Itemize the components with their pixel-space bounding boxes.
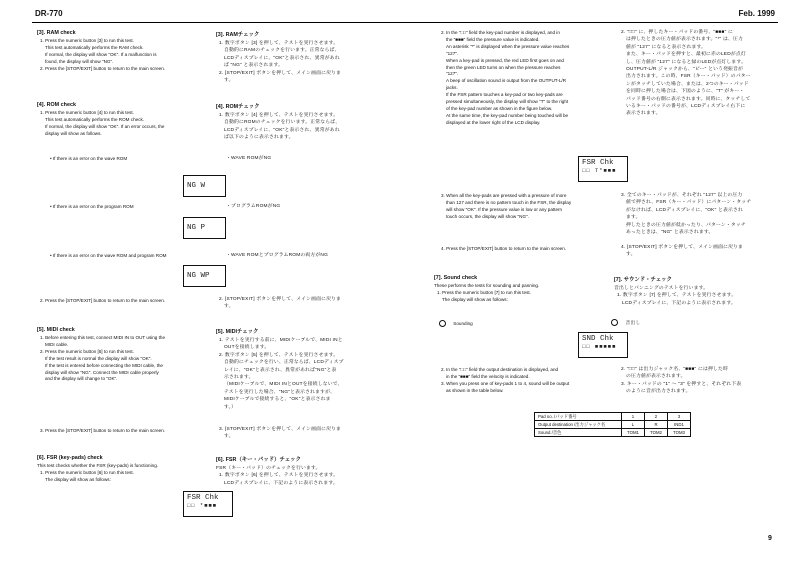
table-cell: 3 [668, 413, 691, 421]
text-line: 2. Press the numeric button [5] to run this test. [40, 348, 134, 354]
output-table [534, 412, 691, 437]
text-line: 2. In the "□□" field the output destination is displayed, and [441, 367, 559, 372]
text-line: 2. 数字ボタン [5] を押して、テストを実行させます。 [219, 352, 339, 358]
text-line: LCDディスプレイに、"OK"と表示され、異常があれ [224, 127, 340, 133]
text-line: ます。 [626, 215, 641, 221]
text-line: 3. 全てのキー・パッドが、それぞれ "127" 以上の圧力 [621, 193, 743, 198]
text-line: LCDディスプレイに、下記のように表示されます。 [224, 480, 338, 486]
text-line: 出力されます。この時、FSR（キー・パッド）のパター [626, 74, 751, 80]
text-line: found, the display will show "NG". [45, 58, 114, 64]
fsr-step2-en [438, 30, 608, 127]
midi-step3: 3. Press the [STOP/EXIT] button to return to the main screen. [40, 428, 166, 433]
rom-case-program: • If there is an error on the program ROM [50, 204, 134, 209]
fsr-step4: 4. Press the [STOP/EXIT] button to return to the main screen. [441, 246, 567, 251]
text-line: These performs the tests for sounding and panning. [434, 283, 540, 288]
text-line: pressed simultaneously, the display will show "T" to the right [446, 99, 569, 105]
text-line: A beep of oscillation sound is output from the OUTPUT-L/R [446, 78, 567, 84]
text-line: の圧力値が表示されます。 [626, 374, 686, 380]
text-line: 1. Press the numeric button [6] to run this test. [40, 469, 134, 475]
text-line: 1. 数字ボタン [4] を押して、テストを実行させます。 [219, 113, 339, 118]
text-line: 1. Press the numeric button [7] to run this test. [437, 289, 531, 295]
text-line: 自動的にチェックを行い、正常ならば、LCDディスプ [224, 360, 344, 366]
text-line: 自動的にRAMのチェックを行います。正常ならば、 [224, 48, 340, 54]
text-line: than 127 and there is no pattern touch in the FSR, the display [446, 199, 572, 205]
radio-circle-icon [611, 319, 618, 326]
rom-check-title-jp: [4]. ROMチェック [216, 104, 260, 110]
text-line: す。 [224, 434, 234, 440]
text-line: 1. 数字ボタン [6] を押して、テストを実行させます。 [219, 473, 339, 479]
table-cell: Output destination /出力ジャック名 [535, 421, 622, 429]
text-line: す。 [224, 304, 234, 310]
text-line: がなければ、LCDディスプレイに、"OK" と表示され [626, 207, 743, 213]
text-line: jacks. [446, 85, 458, 91]
midi-check-title: [5]. MIDI check [37, 327, 75, 333]
lcd-line-1: SND Chk [582, 335, 614, 343]
text-line: If the test result is normal the display will show "OK". [45, 355, 152, 361]
text-line: An asterisk "*" is displayed when the pressure value reaches [446, 43, 570, 49]
text-line: The display will show as follows: [45, 476, 111, 482]
lcd-display [183, 217, 226, 239]
text-line: and the display will change to "OK". [45, 376, 118, 382]
rom-case-program-jp: ・プログラムROMがNG [226, 204, 281, 209]
lcd-display [578, 332, 628, 358]
table-cell: R [645, 421, 668, 429]
rom-check-en [37, 102, 207, 138]
table-cell: TOM3 [668, 429, 691, 437]
text-line: 1. 数字ボタン [7] を押して、テストを実行させます。 [617, 293, 737, 299]
text-line: 3. キー・パッドの "1" ～ "3" を押すと、それぞれ下表 [621, 381, 742, 387]
fsr-step4-jp [618, 244, 783, 259]
text-line: を同時に押した場合は、下図のように、"T" がキー・ [626, 89, 745, 95]
text-line: as shown in the table below. [446, 387, 504, 393]
text-line: パッド番号の右側に表示されます。同時に、タッチして [626, 96, 751, 102]
lcd-display [183, 175, 226, 197]
text-line: touch occurs, the display will show "NG". [446, 213, 529, 219]
text-line: OUTPUT-L/R ジャックから、"ピー" という発振音が [626, 67, 744, 73]
lcd-text: NG WP [187, 272, 210, 280]
text-line: If the test is entered before connecting the MIDI cable, the [45, 362, 163, 368]
text-line: 1. Before entering this test, connect MIDI IN to OUT using the [40, 335, 166, 340]
text-line: す。） [224, 404, 237, 410]
text-line: 2. [STOP/EXIT] ボタンを押して、メイン画面に戻りま [219, 297, 342, 302]
text-line: あったときは、"NG" と表示されます。 [626, 230, 714, 236]
text-line: 1. Press the numeric button [3] to run this test. [40, 38, 134, 43]
text-line: of the key-pad number as shown in the figure below. [446, 105, 553, 111]
text-line: 1. テストを実行する前に、MIDIケーブルで、MIDI INと [219, 338, 343, 343]
lcd-display [183, 491, 233, 517]
fsr-check-title-jp: [6]. FSR（キー・パッド）チェック [216, 457, 301, 463]
midi-check-jp [216, 327, 386, 411]
lcd-line-2: □□ T*■■■ [582, 167, 617, 174]
fsr-step3-en [438, 193, 608, 221]
text-line: 1. 数字ボタン [3] を押して、テストを実行させます。 [219, 41, 339, 46]
text-line: いるキー・パッドの番号が、LCDディスプレイ右下に [626, 104, 746, 110]
text-line: the "■■■" field the pressure value is indicated. [446, 36, 540, 42]
table-cell: Sound /音色 [535, 429, 622, 437]
fsr-step2-jp [618, 29, 783, 118]
lcd-text: NG W [187, 182, 206, 190]
text-line: The display will show as follows: [442, 296, 508, 302]
text-line: LCDディスプレイに、"OK"と表示され、異常があれ [224, 55, 340, 61]
ram-check-title: [3]. RAM check [37, 30, 76, 36]
rom-case-wave-jp: ・WAVE ROMがNG [226, 156, 272, 161]
text-line: This test automatically performs the RAM check. [45, 44, 144, 50]
text-line: then the green LED turns on when the pressure reaches [446, 64, 561, 70]
text-line: レイに、"OK"と表示され、異常があれば"NG"と表 [224, 367, 337, 373]
text-line: 2. In the "□□" field the key-pad number is displayed, and in [441, 30, 560, 35]
lcd-display [578, 156, 628, 182]
ram-check-jp [216, 30, 386, 84]
rom-case-both: • If there is an error on the wave ROM and program ROM [50, 253, 167, 258]
rom-check-title: [4]. ROM check [37, 102, 76, 108]
text-line: 1. Press the numeric button [4] to run this test. [40, 110, 134, 115]
text-line: "127". [446, 50, 459, 56]
sounding-label: Sounding [453, 320, 473, 326]
text-line: ンがタッチしていた場合、または、2つのキー・パッド [626, 81, 749, 87]
sound-check-title-jp: [7]. サウンド・チェック [614, 277, 672, 283]
sound-steps-en [438, 367, 608, 395]
text-line: （MIDIケーブルで、MIDI INとOUTを接続しないで、 [224, 382, 343, 388]
sounding-option-jp [611, 319, 641, 327]
radio-circle-icon [439, 320, 446, 327]
table-row [535, 429, 691, 437]
text-line: 音出しとパンニングのテストを行います。 [614, 286, 709, 291]
table-cell: TOM2 [645, 429, 668, 437]
rom-step2-jp [216, 296, 386, 311]
header-rule [32, 22, 778, 23]
text-line: す。 [626, 252, 636, 258]
text-line: This test checks whether the FSR (key-pads) is functioning. [37, 463, 159, 468]
model-name: DR-770 [35, 9, 63, 18]
text-line: If normal, the display will show "OK". If an error occurs, the [45, 123, 165, 129]
page-number: 9 [768, 535, 772, 542]
text-line: 2. [STOP/EXIT] ボタンを押して、メイン画面に戻りま [219, 70, 342, 76]
fsr-step3-jp [618, 192, 783, 236]
table-cell: TOM1 [622, 429, 645, 437]
sound-check-title: [7]. Sound check [434, 275, 478, 281]
text-line: 表示されます。 [626, 111, 661, 117]
text-line: When a key-pad is pressed, the red LED first goes on and [446, 57, 564, 63]
fsr-check-jp [216, 455, 386, 487]
text-line: If normal, the display will show "OK". If a malfunction is [45, 51, 157, 57]
text-line: 示されます。 [224, 375, 254, 381]
text-line: のように音が出力されます。 [626, 389, 691, 395]
text-line: 値が "127" になると表示されます。 [626, 44, 707, 50]
text-line: 押したときの圧力値が低かったり、パターン・タッチ [626, 222, 746, 228]
doc-date: Feb. 1999 [738, 9, 775, 18]
ram-check-en [37, 30, 207, 73]
text-line: 3. When you press one of key-pads 1 to 4, sound will be output [441, 380, 570, 386]
text-line: OUTを接続します。 [224, 345, 270, 351]
text-line: will show "OK". If the pressure value is low or any pattern [446, 206, 563, 212]
sound-steps-jp [618, 366, 783, 396]
text-line: At the same time, the key-pad number being touched will be [446, 112, 569, 118]
sounding-label-jp: 音出し [625, 320, 641, 326]
text-line: LCDディスプレイに、下記のように表示されます。 [622, 300, 736, 306]
midi-check-en [37, 327, 212, 383]
table-row [535, 421, 691, 429]
text-line: す。 [224, 78, 234, 84]
text-line: し、圧力値が "127" になると緑のLEDが点灯します。 [626, 59, 746, 65]
midi-step3-jp [216, 426, 386, 441]
text-line: 自動的にROMのチェックを行います。正常ならば、 [224, 120, 341, 126]
rom-check-jp [216, 102, 386, 142]
sounding-option [439, 320, 473, 328]
text-line: MIDIケーブルで接続すると、"OK"と表示されま [224, 397, 331, 403]
text-line: ば "NG" と表示されます。 [224, 63, 284, 69]
text-line: また、キー・パッドを押すと、最初に赤のLEDが点灯 [626, 52, 746, 58]
lcd-line-1: FSR Chk [582, 159, 614, 167]
rom-step2: 2. Press the [STOP/EXIT] button to return to the main screen. [40, 298, 166, 303]
rom-case-both-jp: ・WAVE ROMとプログラムROMの両方がNG [226, 253, 329, 258]
ram-check-title-jp: [3]. RAMチェック [216, 32, 260, 38]
lcd-line-1: FSR Chk [187, 494, 219, 502]
table-cell: Pad no. /パッド番号 [535, 413, 622, 421]
text-line: FSR（キー・パッド）のチェックを行います。 [216, 466, 321, 471]
text-line: ば以下のように表示されます。 [224, 135, 294, 141]
midi-check-title-jp: [5]. MIDIチェック [216, 329, 259, 335]
text-line: displayed at the lower right of the LCD display. [446, 119, 541, 125]
text-line: "127". [446, 71, 459, 77]
text-line: 3. [STOP/EXIT] ボタンを押して、メイン画面に戻りま [219, 427, 342, 432]
text-line: 3. When all the key-pads are pressed with a pressure of more [441, 193, 567, 198]
sound-check-jp [614, 275, 779, 307]
lcd-text: NG P [187, 224, 206, 232]
text-line: 値で押され、FSR（キー・パッド）にパターン・タッチ [626, 200, 752, 206]
text-line: 4. [STOP/EXIT] ボタンを押して、メイン画面に戻りま [621, 245, 744, 250]
text-line: テストを実行した場合、"NG"と表示されますが、 [224, 389, 336, 395]
fsr-check-en [37, 455, 212, 484]
sound-check-en [434, 275, 609, 304]
lcd-display [183, 265, 226, 287]
text-line: 2. Press the [STOP/EXIT] button to return to the main screen. [40, 65, 166, 71]
table-row [535, 413, 691, 421]
rom-case-wave: • If there is an error on the wave ROM [50, 156, 128, 161]
lcd-line-2: □□ *■■■ [187, 502, 218, 509]
table-cell: L [622, 421, 645, 429]
lcd-line-2: □□ ■■■■■ [582, 343, 617, 350]
table-cell: 1 [622, 413, 645, 421]
text-line: display will show "NG". Connect the MIDI cable properly [45, 369, 159, 375]
text-line: in the "■■■" field the velocity is indicated. [446, 373, 530, 379]
table-cell: 2 [645, 413, 668, 421]
text-line: は押したときの圧力値が表示されます。"*" は、圧力 [626, 37, 743, 43]
table-cell: IND1 [668, 421, 691, 429]
text-line: 2. "□□" は出力ジャック名、"■■■" には押した時 [621, 367, 728, 372]
text-line: MIDI cable. [45, 341, 69, 347]
fsr-check-title: [6]. FSR (key-pads) check [37, 455, 103, 461]
text-line: 2. "□□" に、押したキー・パッドの番号、"■■■" に [621, 30, 734, 35]
text-line: display will show as follows. [45, 130, 102, 136]
text-line: This test automatically performs the ROM check. [45, 116, 145, 122]
text-line: If the FSR pattern touches a key-pad or two key-pads are [446, 92, 563, 98]
